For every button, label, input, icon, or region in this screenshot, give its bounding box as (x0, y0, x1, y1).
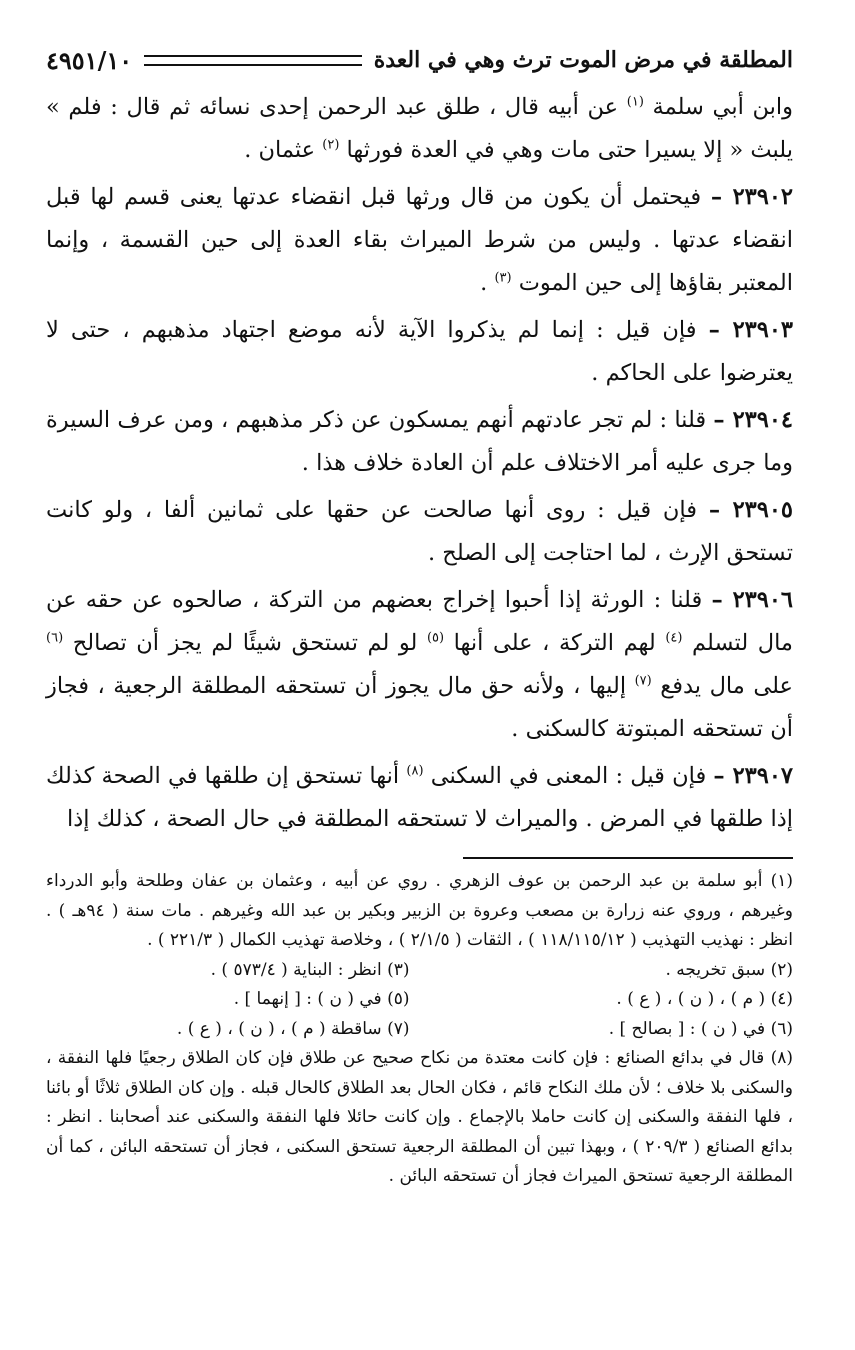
footnote-marker: (٧) (634, 673, 652, 689)
footnote-1: (١) أبو سلمة بن عبد الرحمن بن عوف الزهري . روي عن أبيه ، وعثمان بن عفان وطلحة وأبو الدرداء وغيرهم ، وروي عنه زرارة بن مصعب وعروة بن الزبير وبكير بن عبد الله وغيرهم . مات سنة ( ٩٤هـ ) . انظر : نهذيب التهذيب ( ١١٨/١١٥/١٢ ) ، الثقات ( ٢/١/٥ ) ، وخلاصة تهذيب الكمال ( ٢٢١/٣ ) . (46, 871, 793, 950)
paragraph-text: لو لم تستحق شيئًا لم يجز أن تصالح (63, 630, 427, 656)
paragraph-number: ٢٣٩٠٣ – (708, 317, 793, 343)
paragraph-text: عن أبيه قال ، طلق عبد الرحمن إحدى نسائه ثم قال : فلم » يلبث « إلا يسيرا حتى مات وهي في العدة فورثها (46, 94, 793, 163)
footnote-7: (٧) ساقطة ( م ) ، ( ن ) ، ( ع ) . (176, 1018, 410, 1039)
footnote-separator (463, 857, 793, 859)
paragraph (46, 489, 793, 575)
body-text (46, 86, 793, 841)
paragraph-text: فإن قيل : إنما لم يذكروا الآية لأنه موضع اجتهاد مذهبهم ، حتى لا يعترضوا على الحاكم . (46, 317, 793, 386)
footnote-grid (46, 956, 793, 1045)
footnote-marker: (٨) (406, 763, 424, 779)
page-number: ٤٩٥١/١٠ (46, 45, 133, 75)
running-title: المطلقة في مرض الموت ترث وهي في العدة (373, 47, 793, 73)
paragraph (46, 309, 793, 395)
paragraph-text: قلنا : لم تجر عادتهم أنهم يمسكون عن ذكر مذهبهم ، ومن عرف السيرة وما جرى عليه أمر الاختلاف علم أن العادة خلاف هذا . (46, 407, 793, 476)
footnotes (46, 867, 793, 1192)
footnote-8: (٨) قال في بدائع الصنائع : فإن كانت معتدة من نكاح صحيح عن طلاق فإن كان الطلاق رجعيًا فلها النفقة ، والسكنى بلا خلاف ؛ لأن ملك النكاح قائم ، فكان الحال بعد الطلاق كالحال قبله . وإن كان الطلاق ثلاثًا أو بائنا ، فلها النفقة والسكنى إن كانت حاملا بالإجماع . وإن كانت حائلا فلها النفقة والسكنى عند أصحابنا . انظر : بدائع الصنائع ( ٢٠٩/٣ ) ، وبهذا تبين أن المطلقة الرجعية تستحق السكنى ، فجاز أن تستحقه البائن ، كما أن المطلقة الرجعية تستحق الميراث فجاز أن تستحقه البائن . (46, 1048, 793, 1186)
paragraph (46, 86, 793, 172)
footnote-marker: (١) (626, 94, 644, 110)
footnote-marker: (٣) (494, 270, 512, 286)
footnote-marker: (٦) (46, 630, 64, 646)
footnote-6: (٦) في ( ن ) : [ بصالح ] . (608, 1018, 793, 1039)
paragraph-text: أنها تستحق إن طلقها في الصحة كذلك إذا طلقها في المرض . والميراث لا تستحقه المطلقة في حال الصحة ، كذلك إذا (46, 763, 793, 832)
header-rule (144, 55, 362, 66)
paragraph-number: ٢٣٩٠٢ – (710, 184, 793, 210)
paragraph-text: قلنا : الورثة إذا أحبوا إخراج بعضهم من التركة ، صالحوه عن حقه عن مال لتسلم (46, 587, 793, 656)
paragraph (46, 399, 793, 485)
paragraph-text: فإن قيل : روى أنها صالحت عن حقها على ثمانين ألفا ، ولو كانت تستحق الإرث ، لما احتاجت إلى الصلح . (46, 497, 793, 566)
footnote-marker: (٤) (665, 630, 683, 646)
paragraph (46, 176, 793, 305)
footnote-5: (٥) في ( ن ) : [ إنهما ] . (233, 989, 410, 1009)
paragraph-text: فيحتمل أن يكون من قال ورثها قبل انقضاء عدتها يعنى قسم لها قبل انقضاء عدتها . وليس من شرط الميراث بقاء العدة إلى حين القسمة ، وإنما المعتبر بقاؤها إلى حين الموت (46, 184, 793, 296)
footnote-4: (٤) ( م ) ، ( ن ) ، ( ع ) . (616, 989, 793, 1009)
paragraph-text: فإن قيل : المعنى في السكنى (423, 763, 714, 789)
paragraph-text: . (480, 270, 495, 296)
paragraph (46, 755, 793, 841)
paragraph-number: ٢٣٩٠٦ – (711, 587, 793, 613)
paragraph-text: عثمان . (244, 137, 323, 163)
footnote-marker: (٢) (322, 137, 340, 153)
footnote-2: (٢) سبق تخريجه . (665, 959, 793, 980)
paragraph (46, 579, 793, 751)
paragraph-text: وابن أبي سلمة (643, 94, 793, 120)
paragraph-text: إليها ، ولأنه حق مال يجوز أن تستحقه المطلقة الرجعية ، فجاز أن تستحقه المبتوتة كالسكنى . (46, 673, 793, 742)
paragraph-number: ٢٣٩٠٥ – (708, 497, 793, 523)
paragraph-text: على مال يدفع (651, 673, 793, 699)
footnote-marker: (٥) (426, 630, 445, 646)
paragraph-number: ٢٣٩٠٤ – (713, 407, 793, 433)
paragraph-text: لهم التركة ، على أنها (444, 630, 666, 656)
page-header (46, 40, 793, 80)
paragraph-number: ٢٣٩٠٧ – (713, 763, 793, 789)
footnote-3: (٣) انظر : البناية ( ٥٧٣/٤ ) . (210, 959, 410, 980)
